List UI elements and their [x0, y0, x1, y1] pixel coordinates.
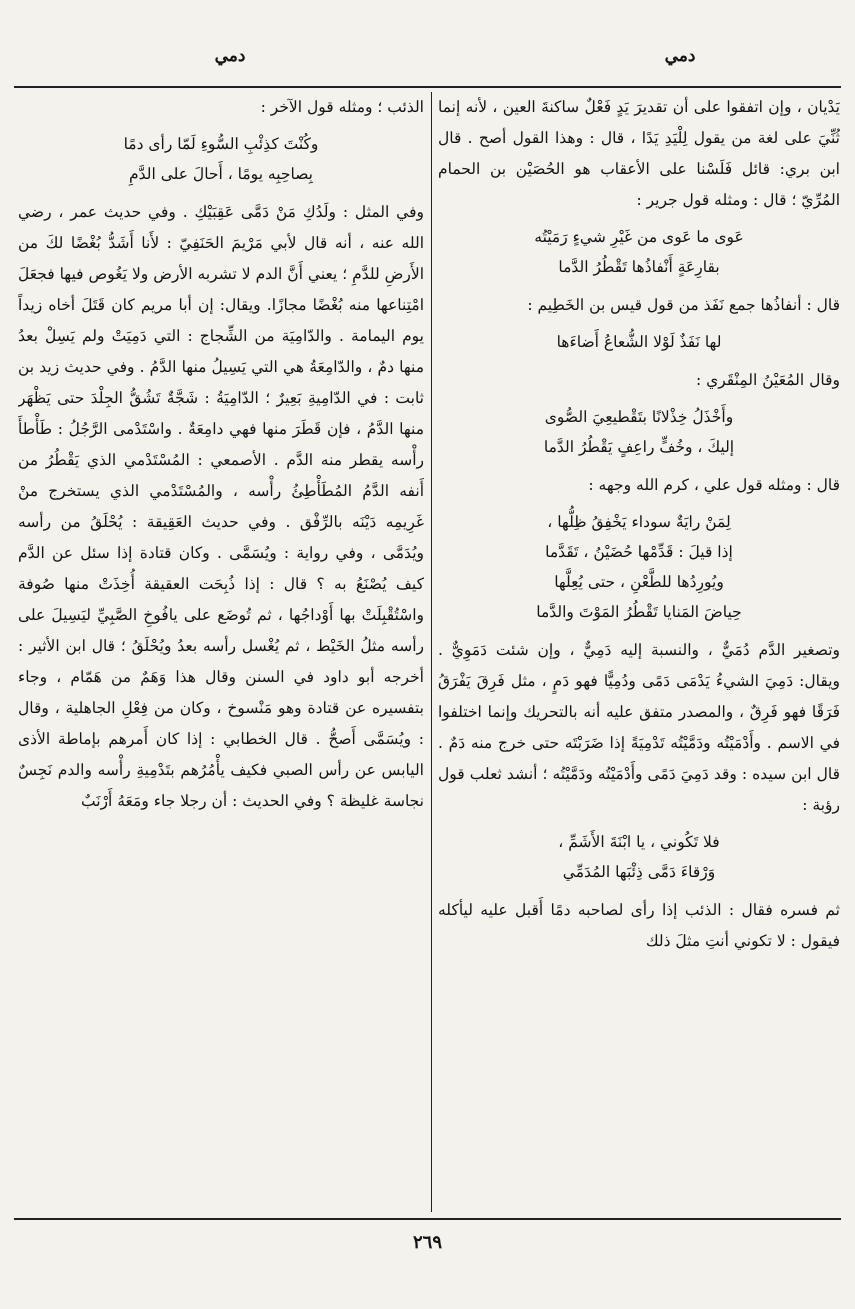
verse-line: بقارِعَةٍ أَنْفاذُها تَقْطُرُ الدَّما: [558, 258, 720, 276]
paragraph: يَدْيان ، وإن اتفقوا على أن تقديرَ يَدٍ فَعْلٌ ساكنةَ العين ، لأنه إنما ثُنِّيَ على لغة من يقول لِلْيَدِ يَدًا ، قال : وهذا القول أصح . قال ابن بري: قائل فَلَسْنا على الأعقاب هو الحُصَيْن بن الحمام المُرِّيّ ؛ قال : ومثله قول جرير :: [438, 98, 840, 209]
page-number: ٢٦٩: [412, 1232, 442, 1253]
verse-line: لِمَنْ رايَةٌ سوداء يَخْفِقُ ظِلُّها ،: [547, 513, 731, 531]
paragraph: وفي المثل : ولَدُكِ مَنْ دَمَّى عَقِبَيْكِ . وفي حديث عمر ، رضي الله عنه ، أنه قال لأبي مَرْيمَ الحَنَفِيّ : لأَنا أَشَدُّ بُغْضًا لكَ من الأَرضِ للدَّمِ ؛ يعني أَنَّ الدم لا تشربه الأرض ولا يَغُوص فيها فجعَلَ امْتِناعها منه بُغْضًا مجازًا. ويقال: إن أبا مريم كان قَتَلَ أخاه زيداً يوم اليمامة . والدّامِيَة من الشِّجاج : التي دَمِيَتْ ولم يَسِلْ بعدُ منها دمٌ ، والدّامِعَةُ هي التي يَسِيلُ منها الدَّمُ . وفي حديث زيد بن ثابت : في الدّامِيةِ بَعِيرٌ ؛ الدّامِيَةُ : شَجَّةٌ تَشُقُّ الجِلْدَ حتى يَظْهَر منها الدَّمُ ، فإن قَطَرَ منها فهي دامِعَةٌ . واسْتَدْمى الرَّجُلُ : طَأْطأَ رأْسه يقطر منه الدَّم . الأصمعي : المُسْتَدْمي الذي يَقْطُرُ من أَنفه الدَّمُ المُطَأْطِئُ رأْسه ، والمُسْتَدْمي الذي يستخرج منْ غَرِيمِه دَيْنَه بالرِّفْق . وفي حديث العَقِيقة : يُحْلَقُ من رأسه ويُدَمَّى ، وفي رواية : ويُسَمَّى . وكان قتادة إذا سئل عن الدَّم كيف يُصْنَعُ به ؟ قال : إذا ذُبِحَت العقيقة أُخِذَتْ منها صُوفة واسْتُقْبِلَتْ بها أَوْداجُها ، ثم تُوضَع على يافُوخِ الصَّبِيِّ ليَسِيلَ على رأسه مثلُ الخَيْط ، ثم يُغْسل رأسه بعدُ ويُحْلَقُ ؛ قال ابن الأثير : أخرجه أبو داود في السنن وقال هذا وَهَمٌ من هَمّام ، وجاء بتفسيره عن قتادة وهو مَنْسوخ ، وكان من فِعْلِ الجاهلية ، وقال : ويُسَمَّى أَصحُّ . قال الخطابي : إذا كان أَمرهم بإماطة الأذى اليابس عن رأس الصبي فكيف يأْمُرُهم بتَدْمِيةِ رأْسه والدم نَجِسٌ نجاسة غليظة ؟ وفي الحديث : أن رجلا جاء ومَعَهُ أَرْنَبٌ: [18, 203, 424, 810]
verse: [438, 327, 840, 357]
paragraph: الذئب ؛ ومثله قول الآخر :: [260, 98, 424, 116]
verse-line: وأَخْذَلُ خِذْلانًا بتَقْطيعِيَ الصُّوى: [544, 408, 734, 426]
verse: [438, 402, 840, 462]
verse: [438, 507, 840, 627]
verse: [438, 827, 840, 887]
verse-line: فلا تَكُوني ، يا ابْنَةَ الأَشَمِّ ،: [558, 833, 720, 851]
verse-line: إذا قيلَ : قَدِّمْها حُضَيْنُ ، تَقَدَّما: [545, 543, 733, 561]
bottom-rule: [14, 1218, 841, 1220]
verse-line: حِياضَ المَنايا تَقْطُرُ المَوْتَ والدَّما: [536, 603, 742, 621]
paragraph: وقال المُعَيْنُ المِنْقَري :: [695, 371, 840, 389]
verse: [438, 222, 840, 282]
verse-line: لها نَفَذٌ لَوْلا الشُّعاعُ أَضاءَها: [556, 333, 722, 351]
running-head-right: دمي: [664, 46, 696, 66]
verse: [18, 129, 424, 189]
verse-line: وَرْقاءَ دَمَّى ذِئْبَها المُدَمِّي: [562, 863, 716, 881]
paragraph: قال : ومثله قول علي ، كرم الله وجهه :: [588, 476, 840, 494]
verse-line: عَوى ما عَوى من غَيْرِ شيءٍ رَمَيْتُه: [534, 228, 744, 246]
verse-line: بِصاحِبِه يومًا ، أَحالَ على الدَّمِ: [129, 165, 313, 183]
paragraph: قال : أنفاذُها جمع نَفَذ من قول قيس بن الخَطِيم :: [527, 296, 840, 314]
left-column: [18, 92, 424, 1212]
verse-line: ويُورِدُها للطَّعْنِ ، حتى يُعِلَّها: [554, 573, 724, 591]
paragraph: وتصغير الدَّم دُمَيٌّ ، والنسبة إليه دَمِيٌّ ، وإن شئت دَمَوِيٌّ . ويقال: دَمِيَ الشيءُ يَدْمَى دَمًى ودُمِيًّا فهو دَمٍ ، مثل فَرِقَ يَفْرَقُ فَرَقًا فهو فَرِقٌ ، والمصدر متفق عليه أنه بالتحريك وإنما اختلفوا في الاسم . وأَدْمَيْتُه ودَمَّيْتُه تَدْمِيَةً إذا ضَرَبْتَه حتى خرج منه دَمٌ . قال ابن سيده : وقد دَمِيَ دَمًى وأَدْمَيْتُه ودَمَّيْتُه ؛ أنشد ثعلب قول رؤبة :: [438, 641, 840, 814]
verse-line: إليكَ ، وخُفٍّ راعِفٍ يَقْطُرُ الدَّما: [543, 438, 735, 456]
right-column: [438, 92, 840, 1212]
running-head-left: دمي: [214, 46, 246, 66]
top-rule: [14, 86, 841, 88]
verse-line: وكُنْتَ كذِئْبِ السُّوءِ لَمّا رأى دمًا: [123, 135, 319, 153]
column-divider: [431, 92, 432, 1212]
paragraph: ثم فسره فقال : الذئب إذا رأى لصاحبه دمًا أَقبل عليه ليأكله فيقول : لا تكوني أنتِ مثلَ ذلك: [438, 901, 840, 950]
